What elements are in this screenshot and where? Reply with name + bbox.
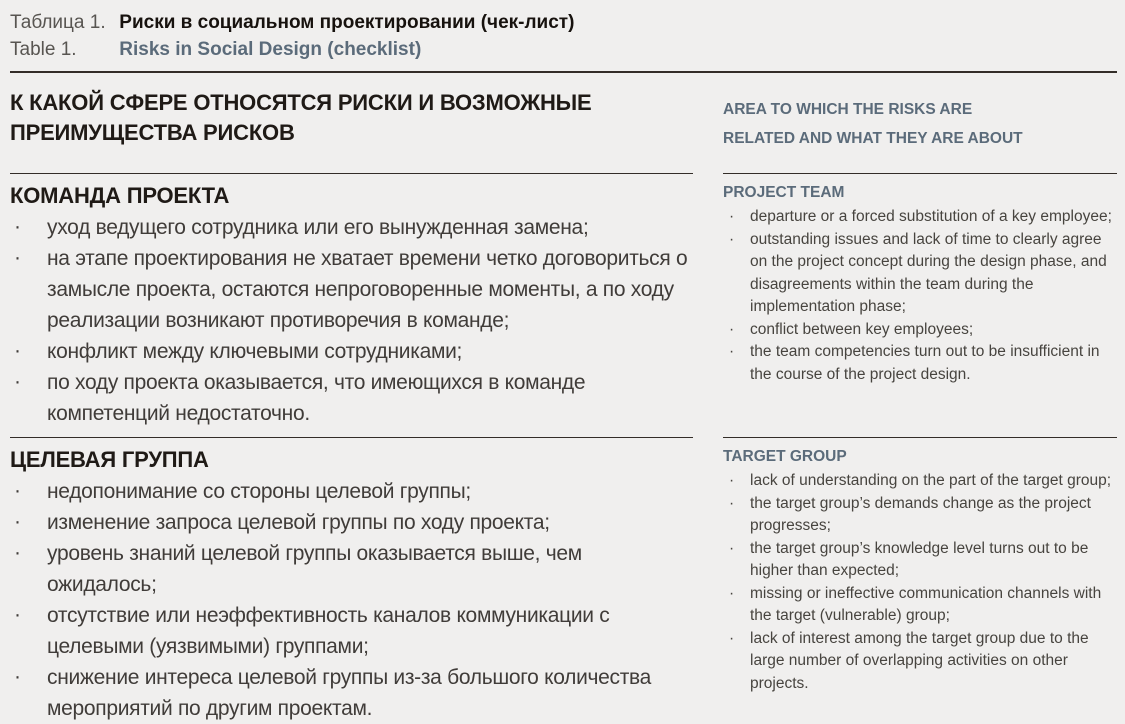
list-item: · отсутствие или неэффективность каналов коммуникации с целевыми (уязвимыми) группами; <box>10 600 693 662</box>
list-item: · missing or ineffective communication channels with the target (vulnerable) group; <box>723 583 1117 628</box>
list-item: · уровень знаний целевой группы оказывается выше, чем ожидалось; <box>10 538 693 600</box>
section-target-group-en <box>723 437 1117 724</box>
column-header-en-text: AREA TO WHICH THE RISKS ARE RELATED AND WHAT THEY ARE ABOUT <box>723 101 1023 147</box>
risk-list-en <box>723 206 1117 386</box>
section-title: ЦЕЛЕВАЯ ГРУППА <box>10 447 209 472</box>
table-caption <box>10 9 1117 63</box>
section-project-team-ru <box>10 173 693 437</box>
caption-title-en: Risks in Social Design (checklist) <box>119 39 422 60</box>
risk-list-ru <box>10 212 693 429</box>
section-title: PROJECT TEAM <box>723 184 845 201</box>
risks-table <box>10 73 1117 724</box>
risk-list-en <box>723 470 1117 695</box>
section-project-team-en <box>723 173 1117 437</box>
list-item: · уход ведущего сотрудника или его вынужденная замена; <box>10 212 693 243</box>
list-item: · по ходу проекта оказывается, что имеющихся в команде компетенций недостаточно. <box>10 367 693 429</box>
list-item: · недопонимание со стороны целевой группы; <box>10 476 693 507</box>
list-item: · the team competencies turn out to be insufficient in the course of the project design. <box>723 341 1117 386</box>
list-item: · the target group’s knowledge level turns out to be higher than expected; <box>723 538 1117 583</box>
caption-label-en: Table 1. <box>10 39 77 60</box>
section-title: КОМАНДА ПРОЕКТА <box>10 183 230 208</box>
caption-title-ru: Риски в социальном проектировании (чек-лист) <box>119 12 575 33</box>
column-header-ru-text: К КАКОЙ СФЕРЕ ОТНОСЯТСЯ РИСКИ И ВОЗМОЖНЫЕ ПРЕИМУЩЕСТВА РИСКОВ <box>10 90 592 145</box>
caption-line-ru <box>10 9 1117 36</box>
list-item: · conflict between key employees; <box>723 319 1117 342</box>
risk-list-ru <box>10 476 693 724</box>
caption-label-ru: Таблица 1. <box>10 12 106 33</box>
list-item: · outstanding issues and lack of time to clearly agree on the project concept during the design phase, and disagreements within the team during the implementation phase; <box>723 229 1117 319</box>
list-item: · lack of interest among the target group due to the large number of overlapping activities on other projects. <box>723 628 1117 696</box>
list-item: · снижение интереса целевой группы из-за большого количества мероприятий по другим проектам. <box>10 662 693 724</box>
section-target-group-ru <box>10 437 693 724</box>
list-item: · конфликт между ключевыми сотрудниками; <box>10 336 693 367</box>
column-header-ru <box>10 73 693 173</box>
column-header-en <box>723 73 1117 173</box>
list-item: · на этапе проектирования не хватает времени четко договориться о замысле проекта, остаются непроговоренные моменты, а по ходу реализации возникают противоречия в команде; <box>10 243 693 336</box>
list-item: · lack of understanding on the part of the target group; <box>723 470 1117 493</box>
section-title: TARGET GROUP <box>723 448 847 465</box>
list-item: · the target group’s demands change as the project progresses; <box>723 493 1117 538</box>
list-item: · departure or a forced substitution of a key employee; <box>723 206 1117 229</box>
list-item: · изменение запроса целевой группы по ходу проекта; <box>10 507 693 538</box>
caption-line-en <box>10 36 1117 63</box>
